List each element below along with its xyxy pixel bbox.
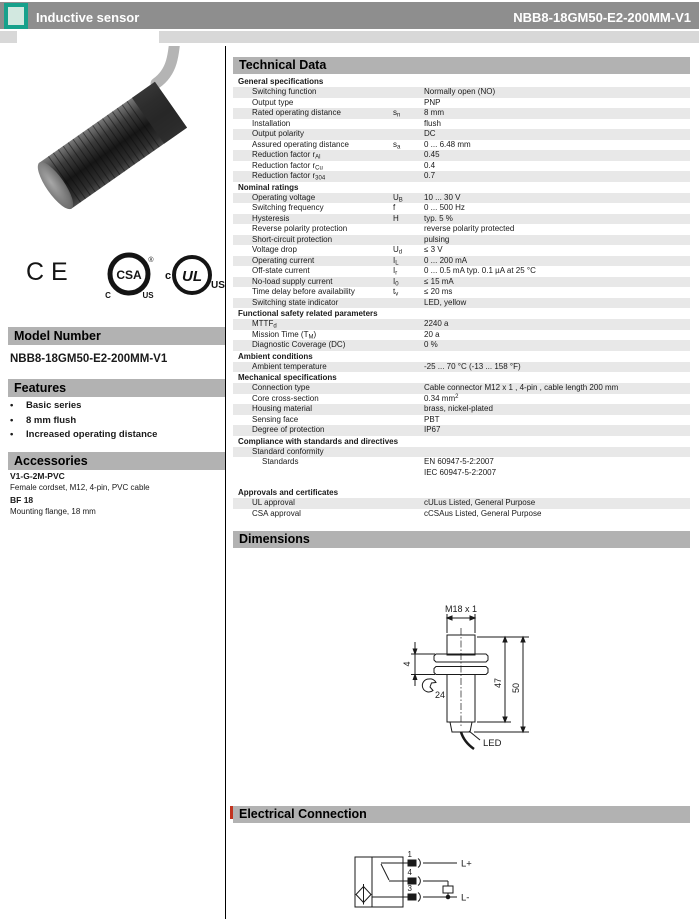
dim-cable [461, 732, 474, 749]
spec-symbol [393, 150, 424, 161]
spec-value: 0.4 [424, 160, 436, 170]
spec-row [233, 340, 690, 351]
spec-row [233, 150, 690, 161]
spec-row [233, 277, 690, 288]
spec-row [233, 161, 690, 172]
spec-label: CSA approval [252, 508, 301, 518]
spec-label: Switching state indicator [252, 297, 339, 307]
elec-pin1-label: 1 [407, 850, 412, 859]
spec-row [233, 235, 690, 246]
spec-label: Reduction factor $r_{304}$ [252, 171, 326, 182]
column-divider-line [225, 46, 226, 919]
spec-value: 0 ... 6.48 mm [424, 139, 471, 149]
spec-value: pulsing [424, 234, 450, 244]
spec-row [233, 203, 690, 214]
elec-lminus-label: L- [461, 892, 470, 904]
spec-symbol [393, 362, 424, 373]
spec-value: 0 % [424, 340, 438, 349]
spec-value: 2240 a [424, 319, 449, 328]
spec-value [424, 447, 690, 458]
ul-logo-icon [156, 250, 226, 302]
spec-value: 0.45 [424, 150, 440, 159]
bullet-icon: • [10, 414, 14, 426]
spec-row [233, 224, 690, 235]
brand-logo-icon [4, 3, 28, 29]
spec-symbol [393, 224, 424, 235]
spec-row [233, 119, 690, 130]
sensor-photo-illustration [12, 46, 222, 238]
load-resistor-symbol [443, 886, 453, 893]
spec-label: Assured operating distance [252, 139, 349, 149]
dim-label-thread: M18 x 1 [444, 604, 478, 614]
spec-symbol [393, 298, 424, 309]
spec-value: 8 mm [424, 108, 444, 117]
spec-symbol [393, 340, 424, 351]
spec-symbol: H [393, 213, 399, 223]
spec-value: 0 ... 500 Hz [424, 203, 465, 212]
spec-row [233, 383, 690, 394]
dim-label-housing-length: 47 [493, 677, 503, 689]
spec-row [233, 214, 690, 225]
dim-label-nut: 4 [402, 661, 412, 667]
spec-symbol: $U_d$ [393, 245, 403, 256]
spec-value: IP67 [424, 425, 441, 434]
spec-symbol: $I_0$ [393, 276, 399, 287]
spec-label: Installation [252, 118, 291, 128]
spec-label: Connection type [252, 383, 310, 392]
dimensions-header: Dimensions [233, 531, 690, 548]
accessory-description: Mounting flange, 18 mm [10, 507, 96, 516]
dim-sensing-cap [450, 722, 472, 732]
spec-row [233, 193, 690, 204]
svg-text:c: c [164, 270, 172, 282]
svg-text:CSA: CSA [116, 268, 142, 282]
spec-value: 0.7 [424, 171, 436, 180]
spec-label: Mission Time $(T_M)$ [252, 329, 317, 340]
spec-symbol: $s_a$ [393, 139, 401, 150]
svg-text:®: ® [148, 257, 154, 264]
table-section-header: Nominal ratings [238, 182, 299, 192]
spec-label: Switching frequency [252, 203, 324, 212]
spec-label: UL approval [252, 498, 295, 507]
dim-label-total-length: 50 [511, 682, 521, 694]
spec-symbol: f [393, 203, 396, 212]
spec-symbol: $s_n$ [393, 108, 401, 119]
features-header: Features [8, 379, 225, 397]
spec-row [233, 415, 690, 426]
spec-label: Sensing face [252, 414, 299, 424]
spec-symbol [393, 383, 424, 394]
spec-row [233, 98, 690, 109]
spec-label: Standard conformity [252, 446, 324, 456]
spec-label: $MTTF_d$ [252, 319, 277, 330]
spec-symbol [393, 498, 424, 509]
bullet-icon: • [10, 429, 14, 440]
spec-row [233, 140, 690, 151]
spec-label: Output polarity [252, 129, 305, 138]
spec-row [233, 256, 690, 267]
header-model-number: NBB8-18GM50-E2-200MM-V1 [513, 10, 691, 25]
spec-value: cCSAus Listed, General Purpose [424, 508, 542, 518]
spec-row [233, 457, 690, 478]
spec-symbol [393, 457, 424, 478]
certification-logos [8, 250, 225, 310]
spec-label: Switching function [252, 87, 317, 96]
spec-row [233, 108, 690, 119]
spec-value: EN 60947-5-2:2007 IEC 60947-5-2:2007 [424, 457, 497, 477]
page-header-bar [0, 2, 699, 29]
feature-item [10, 414, 157, 429]
elec-lplus-label: L+ [461, 858, 472, 870]
spec-value: ≤ 20 ms [424, 287, 453, 296]
electrical-connection-header: Electrical Connection [233, 806, 690, 823]
spec-row [233, 362, 690, 373]
spec-symbol [393, 161, 424, 172]
spec-value: 0 ... 200 mA [424, 255, 468, 265]
spec-row [233, 298, 690, 309]
spec-value: PBT [424, 414, 440, 424]
elec-sensor-box [355, 857, 403, 907]
table-section-header: Mechanical specifications [238, 373, 337, 382]
spec-value: typ. 5 % [424, 213, 453, 223]
spec-value: DC [424, 129, 436, 138]
spec-symbol [393, 509, 424, 520]
table-section-header: Approvals and certificates [238, 488, 339, 497]
spec-label: Reduction factor $r_{Al}$ [252, 150, 321, 161]
wrench-icon [422, 679, 436, 692]
elec-pin4-label: 4 [407, 868, 412, 877]
spec-label: Diagnostic Coverage (DC) [252, 340, 346, 349]
elec-pin3-label: 3 [407, 884, 412, 893]
product-type-title: Inductive sensor [36, 10, 140, 25]
spec-label: Time delay before availability [252, 287, 355, 296]
spec-label: No-load supply current [252, 276, 333, 286]
spec-value: LED, yellow [424, 297, 467, 307]
spec-row [233, 330, 690, 341]
spec-label: Standards [262, 457, 299, 466]
spec-symbol [393, 425, 424, 436]
spec-row [233, 394, 690, 405]
accessories-header: Accessories [8, 452, 225, 470]
spec-row [233, 129, 690, 140]
spec-symbol [393, 235, 424, 246]
spec-label: Output type [252, 97, 294, 107]
spec-symbol [393, 319, 424, 330]
feature-item [10, 399, 157, 414]
spec-value: Normally open (NO) [424, 87, 496, 96]
spec-value: flush [424, 118, 441, 128]
spec-row [233, 425, 690, 436]
spec-row [233, 171, 690, 182]
spec-label: Operating current [252, 255, 315, 265]
spec-label: Off-state current [252, 266, 310, 275]
spec-label: Core cross-section [252, 393, 319, 403]
spec-value: ≤ 15 mA [424, 276, 454, 286]
dim-label-led: LED [483, 738, 502, 749]
technical-data-header: Technical Data [233, 57, 690, 74]
spec-value: brass, nickel-plated [424, 404, 493, 413]
feature-text: Increased operating distance [26, 429, 158, 440]
spec-symbol [393, 171, 424, 182]
spec-symbol: $I_r$ [393, 266, 398, 277]
accessories-list [10, 469, 150, 517]
spec-label: Rated operating distance [252, 108, 341, 117]
sensor-cable [131, 46, 202, 83]
csa-logo-icon [98, 250, 162, 302]
spec-row [233, 509, 690, 520]
spec-label: Hysteresis [252, 213, 290, 223]
spec-label: Reduction factor $r_{Cu}$ [252, 160, 323, 171]
spec-label: Degree of protection [252, 425, 325, 434]
spec-symbol [393, 87, 424, 98]
spec-symbol [393, 98, 424, 109]
spec-row [233, 404, 690, 415]
photo-background-patch [17, 30, 159, 44]
spec-symbol: $U_B$ [393, 192, 403, 203]
table-section-header: Ambient conditions [238, 351, 313, 361]
ce-mark-icon: CE [26, 258, 75, 286]
table-section-gap [233, 478, 690, 487]
dimension-drawing [233, 552, 690, 804]
spec-value: 20 a [424, 329, 440, 339]
spec-label: Operating voltage [252, 192, 316, 202]
accessory-name: V1-G-2M-PVC [10, 471, 65, 481]
spec-row [233, 447, 690, 458]
spec-value: cULus Listed, General Purpose [424, 498, 536, 507]
spec-symbol [393, 394, 424, 405]
dim-label-wrench-size: 24 [434, 690, 446, 700]
table-section-header: Functional safety related parameters [238, 309, 378, 318]
spec-symbol [393, 404, 424, 415]
spec-label: Ambient temperature [252, 361, 327, 371]
table-section-header: General specifications [238, 77, 324, 86]
svg-text:UL: UL [182, 268, 202, 285]
spec-row [233, 266, 690, 277]
spec-symbol [393, 129, 424, 140]
spec-row [233, 287, 690, 298]
spec-value: reverse polarity protected [424, 224, 515, 233]
technical-table [233, 76, 690, 519]
features-list [10, 399, 157, 443]
accessory-description: Female cordset, M12, 4-pin, PVC cable [10, 483, 150, 492]
spec-value: 0 ... 0.5 mA typ. 0.1 µA at 25 °C [424, 266, 536, 275]
spec-label: Housing material [252, 404, 313, 413]
svg-text:US: US [142, 291, 154, 300]
svg-text:US: US [211, 280, 225, 291]
electrical-connection-diagram [233, 830, 690, 919]
model-number-header: Model Number [8, 327, 225, 345]
spec-symbol [393, 119, 424, 130]
feature-text: Basic series [26, 400, 82, 411]
spec-label: Reverse polarity protection [252, 224, 348, 233]
spec-value: 0.34 $mm^2$ [424, 393, 459, 403]
feature-text: 8 mm flush [26, 414, 77, 426]
feature-item [10, 428, 157, 443]
table-section-header: Compliance with standards and directives [238, 436, 399, 446]
spec-symbol [393, 447, 424, 458]
spec-label: Short-circuit protection [252, 234, 333, 244]
spec-row [233, 87, 690, 98]
spec-value: PNP [424, 97, 441, 107]
model-number-value: NBB8-18GM50-E2-200MM-V1 [10, 353, 168, 365]
spec-row [233, 319, 690, 330]
spec-value: -25 ... 70 °C (-13 ... 158 °F) [424, 361, 521, 371]
spec-row [233, 245, 690, 256]
spec-value: Cable connector M12 x 1 , 4-pin , cable length 200 mm [424, 383, 619, 392]
spec-value: ≤ 3 V [424, 245, 443, 254]
spec-row [233, 498, 690, 509]
spec-symbol: $I_L$ [393, 255, 399, 266]
spec-label: Voltage drop [252, 245, 297, 254]
bullet-icon: • [10, 400, 14, 411]
svg-text:C: C [105, 291, 111, 300]
product-photo [12, 46, 222, 238]
spec-symbol [393, 415, 424, 426]
spec-value: 10 ... 30 V [424, 192, 461, 202]
accessory-name: BF 18 [10, 495, 34, 505]
spec-symbol: $t_v$ [393, 287, 399, 298]
spec-symbol [393, 330, 424, 341]
